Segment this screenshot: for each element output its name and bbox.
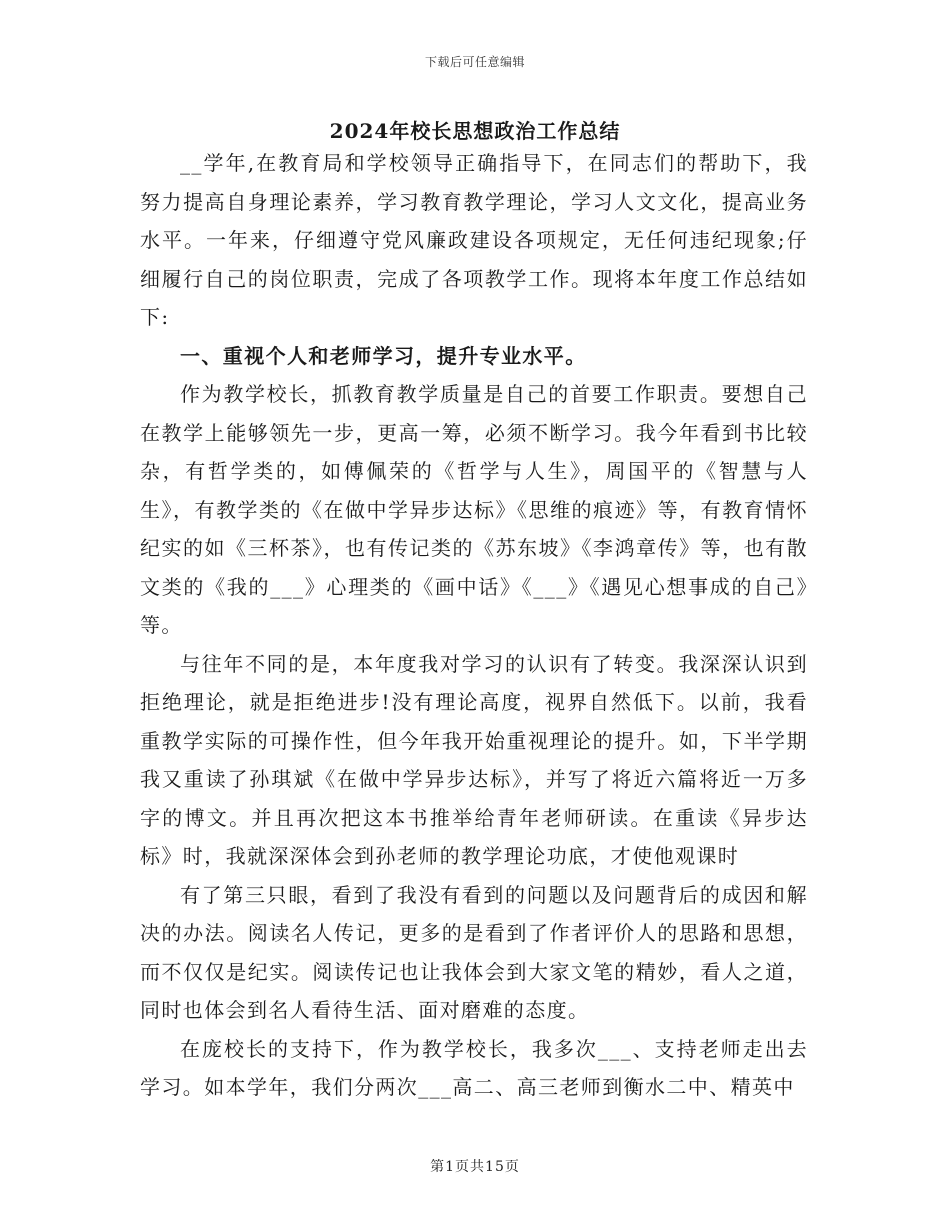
paragraph-intro: __学年,在教育局和学校领导正确指导下，在同志们的帮助下，我努力提高自身理论素养，学习教育教学理论，学习人文文化，提高业务水平。一年来，仔细遵守党风廉政建设各项规定，无任何违纪现象;仔细履行自己的岗位职责，完成了各项教学工作。现将本年度工作总结如下: [140,151,808,329]
paragraph-reading: 作为教学校长，抓教育教学质量是自己的首要工作职责。要想自己在教学上能够领先一步，更高一筹，必须不断学习。我今年看到书比较杂，有哲学类的，如傅佩荣的《哲学与人生》，周国平的《智慧与人生》，有教学类的《在做中学异步达标》《思维的痕迹》等，有教育情怀纪实的如《三杯茶》，也有传记类的《苏东坡》《李鸿章传》等，也有散文类的《我的___》心理类的《画中话》《___》《遇见心想事成的自己》等。 [140,382,808,637]
section-heading: 一、重视个人和老师学习，提升专业水平。 [180,343,587,368]
document-title: 2024年校长思想政治工作总结 [329,119,621,143]
paragraph-support: 在庞校长的支持下，作为教学校长，我多次___、支持老师走出去学习。如本学年，我们分两次___高二、高三老师到衡水二中、精英中 [140,1036,808,1099]
header-note: 下载后可任意编辑 [424,55,525,69]
page-number: 第1页共15页 [430,1159,520,1175]
paragraph-theory: 与往年不同的是，本年度我对学习的认识有了转变。我深深认识到拒绝理论，就是拒绝进步!没有理论高度，视界自然低下。以前，我看重教学实际的可操作性，但今年我开始重视理论的提升。如，下半学期我又重读了孙琪斌《在做中学异步达标》，并写了将近六篇将近一万多字的博文。并且再次把这本书推举给青年老师研读。在重读《异步达标》时，我就深深体会到孙老师的教学理论功底，才使他观课时 [140,651,808,868]
paragraph-third-eye: 有了第三只眼，看到了我没有看到的问题以及问题背后的成因和解决的办法。阅读名人传记，更多的是看到了作者评价人的思路和思想，而不仅仅是纪实。阅读传记也让我体会到大家文笔的精妙，看人之道，同时也体会到名人看待生活、面对磨难的态度。 [140,882,808,1022]
document-body [140,144,808,1107]
